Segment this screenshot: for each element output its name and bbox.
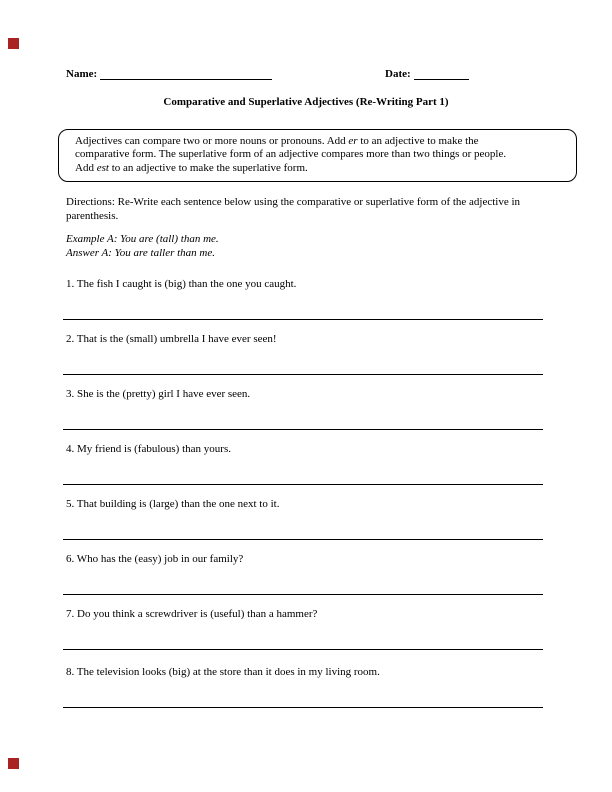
date-row [385,67,469,80]
question-item [63,443,543,489]
info-line-1-pre: Adjectives can compare two or more nouns or pronouns. Add [75,135,349,147]
question-item [63,666,543,712]
date-label: Date: [385,68,411,80]
name-blank-line [100,67,272,80]
example-a-line: Example A: You are (tall) than me. [66,233,219,245]
red-square-marker-top [8,38,19,49]
info-line-2: comparative form. The superlative form of an adjective compares more than two things or people. [75,148,507,161]
info-line-1 [75,135,568,148]
name-row [66,67,272,80]
date-blank-line [414,67,469,80]
italic-er-text: er [348,135,358,147]
question-text: 8. The television looks (big) at the store than it does in my living room. [66,666,380,678]
answer-blank-line [63,484,543,485]
question-item [63,278,543,324]
answer-blank-line [63,707,543,708]
question-item [63,553,543,599]
directions-text: Directions: Re-Write each sentence below using the comparative or superlative form of the adjective in parenthesis. [66,196,521,222]
name-label: Name: [66,68,98,80]
question-text: 2. That is the (small) umbrella I have ever seen! [66,333,277,345]
answer-blank-line [63,319,543,320]
question-text: 5. That building is (large) than the one next to it. [66,498,280,510]
example-block [66,233,219,260]
answer-a-line: Answer A: You are taller than me. [66,246,216,259]
question-text: 7. Do you think a screwdriver is (useful) than a hammer? [66,608,318,620]
answer-blank-line [63,429,543,430]
info-line-3 [75,162,568,175]
question-item [63,388,543,434]
red-square-marker-bottom [8,758,19,769]
question-text: 6. Who has the (easy) job in our family? [66,553,244,565]
answer-blank-line [63,539,543,540]
question-text: 4. My friend is (fabulous) than yours. [66,443,231,455]
worksheet-title: Comparative and Superlative Adjectives (Re-Writing Part 1) [163,96,449,108]
info-box [58,129,577,182]
answer-blank-line [63,374,543,375]
info-line-3-post: to an adjective to make the superlative form. [108,161,308,174]
info-box-text [59,130,576,175]
info-line-1-post: to an adjective to make the [357,135,479,147]
info-line-3-pre: Add [75,161,97,174]
question-item [63,498,543,544]
question-text: 3. She is the (pretty) girl I have ever seen. [66,388,251,400]
question-item [63,333,543,379]
question-item [63,608,543,654]
question-text: 1. The fish I caught is (big) than the one you caught. [66,278,297,290]
italic-est-text: est [96,161,109,174]
answer-blank-line [63,594,543,595]
answer-blank-line [63,649,543,650]
